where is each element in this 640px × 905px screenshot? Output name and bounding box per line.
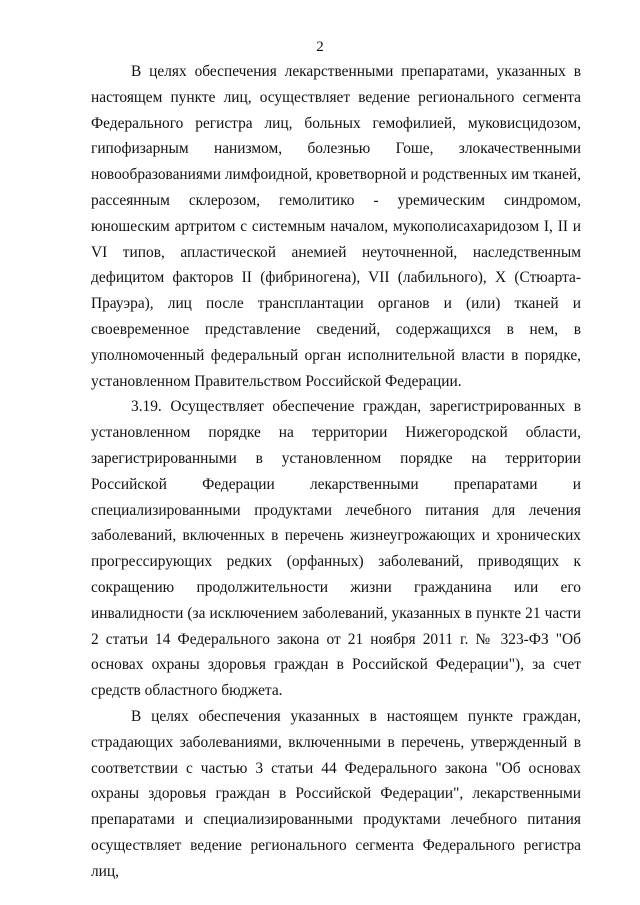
paragraph-regional-registry: В целях обеспечения лекарственными препаратами, указанных в настоящем пункте лиц, осуществляет ведение регионального сегмента Федерального регистра лиц, больных гемофилией, муковисцидозом, гипофизарным нанизмом, болезнью Гоше, злокачественными новообразованиями лимфоидной, кроветворной и родственных им тканей, рассеянным склерозом, гемолитико - уремическим синдромом, юношеским артритом с системным началом, мукополисахаридозом I, II и VI типов, апластической анемией неуточненной, наследственным дефицитом факторов II (фибриногена), VII (лабильного), X (Стюарта-Прауэра), лиц после трансплантации органов и (или) тканей и своевременное представление сведений, содержащихся в нем, в уполномоченный федеральный орган исполнительной власти в порядке, установленном Правительством Российской Федерации.: [91, 63, 581, 390]
paragraph-orphan-registry: В целях обеспечения указанных в настоящем пункте граждан, страдающих заболеваниями, включенными в перечень, утвержденный в соответствии с частью 3 статьи 44 Федерального закона "Об основах охраны здоровья граждан в Российской Федерации", лекарственными препаратами и специализированными продуктами лечебного питания осуществляет ведение регионального сегмента Федерального регистра лиц,: [91, 707, 581, 880]
document-body: [91, 59, 581, 885]
page-number: 2: [316, 39, 324, 55]
paragraph-3-19: 3.19. Осуществляет обеспечение граждан, зарегистрированных в установленном порядке на территории Нижегородской области, зарегистрированными в установленном порядке на территории Российской Федерации лекарственными препаратами и специализированными продуктами лечебного питания для лечения заболеваний, включенных в перечень жизнеугрожающих и хронических прогрессирующих редких (орфанных) заболеваний, приводящих к сокращению продолжительности жизни гражданина или его инвалидности (за исключением заболеваний, указанных в пункте 21 части 2 статьи 14 Федерального закона от 21 ноября 2011 г. № 323-ФЗ "Об основах охраны здоровья граждан в Российской Федерации"), за счет средств областного бюджета.: [91, 398, 581, 700]
